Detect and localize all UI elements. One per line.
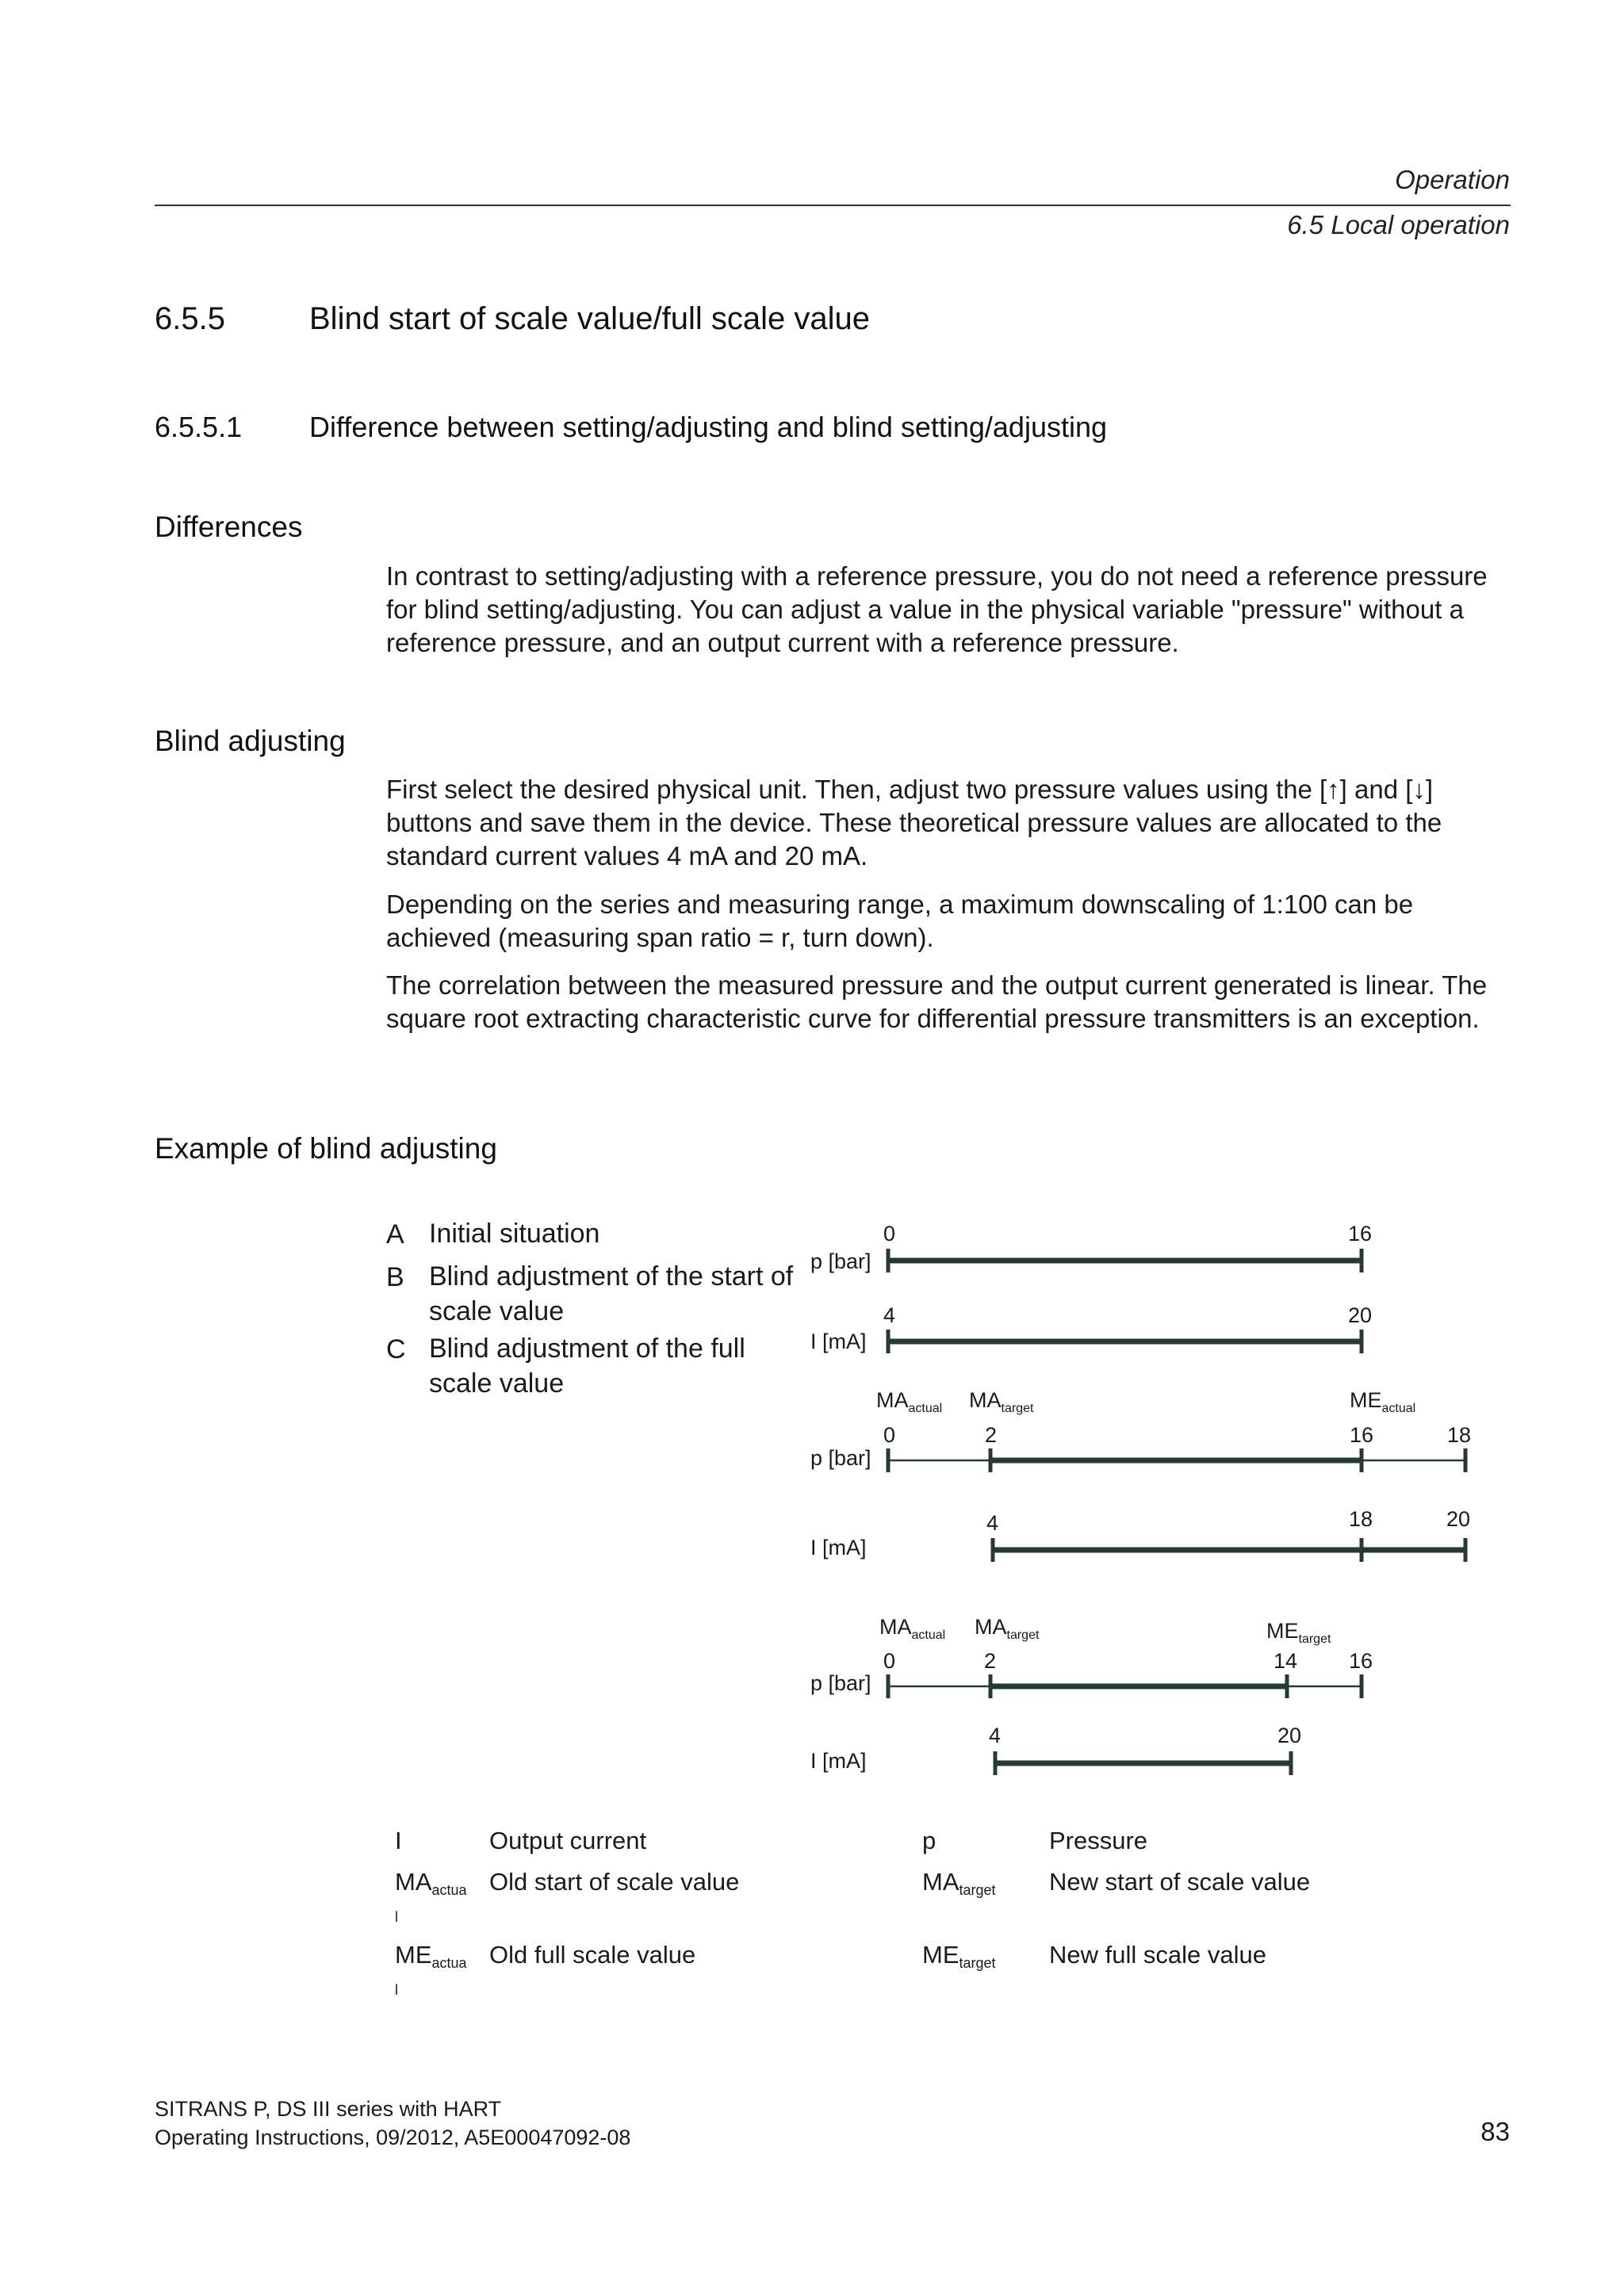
key-symbol-ma-target: $MA_{target}$ (922, 1868, 996, 1898)
key-desc-old-start: Old start of scale value (489, 1868, 740, 1896)
panel-c-p-tick-0: 0 (883, 1649, 896, 1673)
panel-b-ma-target-label: $MA_{target}$ (969, 1388, 1034, 1415)
panel-a-p-axis-label: p [bar] (810, 1249, 871, 1273)
heading-title: Blind start of scale value/full scale value (309, 301, 871, 336)
legend-text-b: Blind adjustment of the start of scale value (429, 1261, 794, 1326)
running-header-chapter: Operation (1395, 165, 1510, 194)
differences-paragraph: In contrast to setting/adjusting with a reference pressure, you do not need a reference pressure for blind setting/adjusting. You can adjust a value in the physical variable "pressure" without a reference pressure, and an output current with a reference pressure. (386, 561, 1488, 657)
panel-c-i-axis-label: I [mA] (810, 1749, 867, 1773)
figure-panel-a (810, 1222, 1372, 1353)
blind-adjusting-paragraph-3: The correlation between the measured pressure and the output current generated is linear. The square root extracting characteristic curve for differential pressure transmitters is an exception. (386, 970, 1488, 1033)
key-desc-pressure: Pressure (1049, 1827, 1148, 1854)
running-header-section: 6.5 Local operation (1287, 210, 1510, 239)
key-symbol-me-actual-wrap: l (395, 1982, 398, 1998)
panel-b-p-tick-0: 0 (883, 1423, 896, 1447)
panel-b-ma-actual-label: $MA_{actual}$ (876, 1388, 943, 1415)
panel-b-p-tick-2: 2 (985, 1423, 998, 1447)
panel-b-p-tick-18: 18 (1447, 1423, 1472, 1447)
blind-adjusting-label: Blind adjusting (155, 725, 346, 757)
panel-a-p-tick-16: 16 (1348, 1222, 1373, 1246)
panel-b-i-tick-20: 20 (1446, 1507, 1471, 1531)
footer-doc-info: Operating Instructions, 09/2012, A5E00047092-08 (155, 2126, 631, 2149)
blind-adjusting-paragraph-2: Depending on the series and measuring range, a maximum downscaling of 1:100 can be achieved (measuring span ratio = r, turn down). (386, 890, 1414, 952)
example-label: Example of blind adjusting (155, 1132, 497, 1165)
panel-b-i-tick-18: 18 (1349, 1507, 1373, 1531)
legend-letter-a: A (386, 1219, 404, 1249)
panel-c-ma-target-label: $MA_{target}$ (975, 1615, 1040, 1642)
panel-c-p-axis-label: p [bar] (810, 1671, 871, 1695)
panel-b-i-axis-label: I [mA] (810, 1536, 867, 1559)
panel-a-p-tick-0: 0 (883, 1222, 896, 1246)
panel-b-me-actual-label: $ME_{actual}$ (1350, 1388, 1416, 1415)
panel-c-i-tick-4: 4 (989, 1724, 1002, 1747)
legend-letter-b: B (386, 1262, 404, 1292)
panel-a-i-tick-4: 4 (883, 1303, 896, 1327)
key-symbol-ma-actual-wrap: l (395, 1909, 398, 1925)
key-desc-new-full: New full scale value (1049, 1941, 1266, 1969)
page-number: 83 (1480, 2117, 1510, 2146)
figure-panel-c (810, 1615, 1373, 1775)
footer-product: SITRANS P, DS III series with HART (155, 2097, 502, 2121)
key-desc-new-start: New start of scale value (1049, 1868, 1311, 1896)
blind-adjusting-paragraph-1: First select the desired physical unit. Then, adjust two pressure values using the [↑] and [↓] buttons and save them in the device. These theoretical pressure values are allocated to the standard current values 4 mA and 20 mA. (386, 775, 1442, 871)
panel-b-p-axis-label: p [bar] (810, 1446, 871, 1470)
figure-panel-b (810, 1388, 1471, 1562)
panel-a-i-axis-label: I [mA] (810, 1330, 867, 1353)
legend-letter-c: C (386, 1334, 406, 1364)
panel-b-p-tick-16: 16 (1350, 1423, 1374, 1447)
subheading-number: 6.5.5.1 (155, 411, 243, 443)
panel-c-p-tick-14: 14 (1274, 1649, 1298, 1673)
legend-text-a: Initial situation (429, 1219, 600, 1249)
panel-a-i-tick-20: 20 (1348, 1303, 1373, 1327)
panel-c-p-tick-16: 16 (1349, 1649, 1373, 1673)
legend-text-c: Blind adjustment of the full scale value (429, 1334, 745, 1399)
panel-c-ma-actual-label: $MA_{actual}$ (879, 1615, 946, 1642)
panel-c-me-target-label: $ME_{target}$ (1266, 1619, 1331, 1646)
differences-label: Differences (155, 511, 303, 543)
heading-number: 6.5.5 (155, 301, 225, 336)
key-symbol-p: p (922, 1827, 936, 1854)
panel-c-i-tick-20: 20 (1277, 1724, 1302, 1747)
key-symbol-ma-actual: $MA_{actua}$ (395, 1868, 467, 1898)
panel-b-i-tick-4: 4 (986, 1511, 999, 1535)
key-desc-output-current: Output current (489, 1827, 647, 1854)
key-desc-old-full: Old full scale value (489, 1941, 696, 1969)
key-symbol-i: I (395, 1827, 402, 1854)
key-symbol-me-target: $ME_{target}$ (922, 1941, 996, 1971)
subheading-title: Difference between setting/adjusting and blind setting/adjusting (309, 411, 1108, 443)
key-symbol-me-actual: $ME_{actua}$ (395, 1941, 467, 1971)
panel-c-p-tick-2: 2 (984, 1649, 997, 1673)
